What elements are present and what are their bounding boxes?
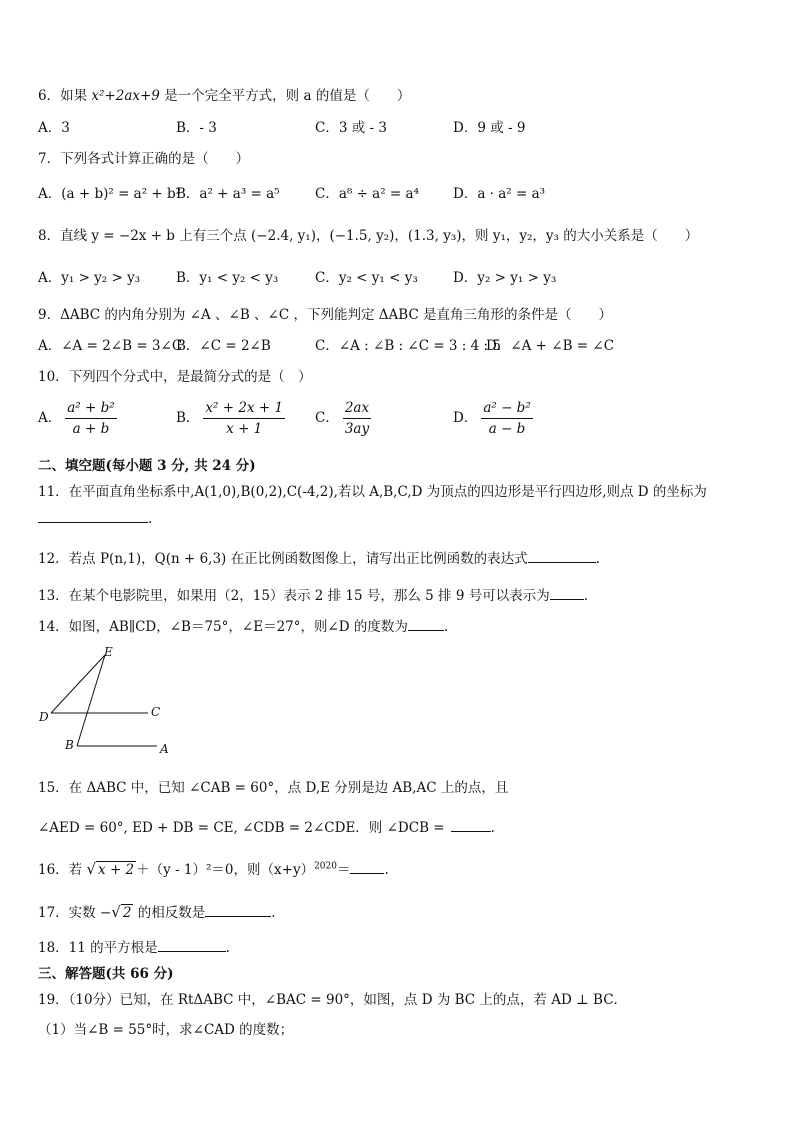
q10-option-d-label: D． <box>453 410 478 426</box>
q18-answer-blank[interactable] <box>158 939 226 952</box>
label-E: E <box>104 645 113 659</box>
q10-option-b-fraction <box>203 400 285 437</box>
q16-radicand: x + 2 <box>98 862 135 878</box>
q14-tail: . <box>443 619 449 635</box>
q10-option-d <box>453 400 533 437</box>
q17-radicand: 2 <box>122 905 132 921</box>
q11-answer-line <box>38 510 152 527</box>
q10-option-a-fraction <box>65 400 116 437</box>
q19-sub-1: （1）当∠B = 55°时，求∠CAD 的度数； <box>38 1022 294 1038</box>
q8-option-d: D．y₂ > y₁ > y₃ <box>453 270 557 286</box>
q18-tail: . <box>225 940 230 956</box>
radical-sign-icon: √ <box>86 860 97 878</box>
q8-option-c: C．y₂ < y₁ < y₃ <box>315 270 418 286</box>
section-3-title: 三、解答题(共 66 分) <box>38 966 174 982</box>
q13-stem: 13．在某个电影院里，如果用（2，15）表示 2 排 15 号，那么 5 排 9 号可以表示为 <box>38 588 550 604</box>
q15-tail: . <box>490 820 495 836</box>
q9-stem: 9．ΔABC 的内角分别为 ∠A 、∠B 、∠C ，下列能判定 ΔABC 是直角三角形的条件是（ ） <box>38 307 613 323</box>
q10-option-c <box>315 400 371 437</box>
q8-stem: 8．直线 y = −2x + b 上有三个点 (−2.4, y₁)，(−1.5, y₂)，(1.3, y₃)，则 y₁，y₂，y₃ 的大小关系是（ ） <box>38 228 699 244</box>
q14-geometry-figure <box>36 640 186 760</box>
q6-option-a: A．3 <box>38 120 70 136</box>
q16-middle: ＋（y - 1）²＝0，则（x+y） <box>136 862 315 878</box>
q10-option-c-fraction <box>343 400 371 437</box>
q16-equals: ＝ <box>336 862 351 878</box>
q17-stem-line <box>38 901 276 921</box>
q9-option-a: A．∠A = 2∠B = 3∠C <box>38 338 183 354</box>
q10-option-b <box>176 400 285 437</box>
q11-stem: 11．在平面直角坐标系中,A(1,0),B(0,2),C(-4,2),若以 A,B,C,D 为顶点的四边形是平行四边形,则点 D 的坐标为 <box>38 484 707 500</box>
label-C: C <box>151 705 161 719</box>
q10-option-a <box>38 400 117 437</box>
q11-tail: . <box>148 511 153 527</box>
q6-option-d: D．9 或 - 9 <box>453 120 526 136</box>
q18-stem: 18．11 的平方根是 <box>38 940 158 956</box>
q9-option-d: D．∠A + ∠B = ∠C <box>486 338 615 354</box>
q7-option-c: C．a⁸ ÷ a² = a⁴ <box>315 186 419 202</box>
q19-stem: 19．（10分）已知，在 RtΔABC 中，∠BAC = 90°，如图，点 D 为 BC 上的点，若 AD ⊥ BC． <box>38 992 628 1008</box>
q16-prefix: 16．若 <box>38 862 87 878</box>
q6-stem <box>38 84 410 104</box>
q10-option-b-denominator: x + 1 <box>226 421 263 437</box>
q6-suffix: 是一个完全平方式，则 a 的值是（ ） <box>159 88 411 104</box>
q16-tail: . <box>384 862 389 878</box>
q10-stem: 10．下列四个分式中，是最简分式的是（ ） <box>38 369 312 385</box>
q10-option-d-fraction <box>481 400 532 437</box>
q7-stem: 7．下列各式计算正确的是（ ） <box>38 151 250 167</box>
q9-option-c: C．∠A : ∠B : ∠C = 3 : 4 : 5 <box>315 338 501 354</box>
q10-option-d-denominator: a − b <box>488 421 526 437</box>
q16-stem-line <box>38 858 389 878</box>
q10-option-a-numerator: a² + b² <box>65 400 116 419</box>
section-2-title: 二、填空题(每小题 3 分, 共 24 分) <box>38 458 256 474</box>
q17-answer-blank[interactable] <box>205 904 271 917</box>
q14-stem: 14．如图，AB∥CD，∠B＝75°，∠E＝27°，则∠D 的度数为 <box>38 619 408 635</box>
label-A: A <box>160 742 169 756</box>
q14-stem-line <box>38 615 448 635</box>
q8-option-a: A．y₁ > y₂ > y₃ <box>38 270 141 286</box>
q6-option-b: B．- 3 <box>176 120 217 136</box>
q10-option-a-denominator: a + b <box>72 421 110 437</box>
q16-exponent: 2020 <box>314 861 337 872</box>
q12-answer-blank[interactable] <box>528 550 596 563</box>
radical-sign-icon: √ <box>111 903 121 921</box>
q15-line-1: 15．在 ΔABC 中，已知 ∠CAB = 60°，点 D,E 分别是边 AB,AC 上的点，且 <box>38 780 509 796</box>
q7-option-a: A．(a + b)² = a² + b² <box>38 186 182 202</box>
q17-suffix: 的相反数是 <box>133 905 206 921</box>
q13-tail: . <box>583 588 589 604</box>
q10-option-c-numerator: 2ax <box>343 400 371 419</box>
q17-tail: . <box>271 905 276 921</box>
q10-option-d-numerator: a² − b² <box>481 400 532 419</box>
q10-option-c-label: C． <box>315 410 339 426</box>
q13-answer-blank[interactable] <box>550 587 584 600</box>
q12-stem-line <box>38 547 600 567</box>
q17-prefix: 17．实数 − <box>38 905 112 921</box>
q7-option-d: D．a · a² = a³ <box>453 186 546 202</box>
q8-option-b: B．y₁ < y₂ < y₃ <box>176 270 279 286</box>
q9-option-b: B．∠C = 2∠B <box>176 338 271 354</box>
q12-stem: 12．若点 P(n,1)，Q(n + 6,3) 在正比例函数图像上，请写出正比例函数的表达式 <box>38 551 528 567</box>
label-B: B <box>65 738 74 752</box>
q11-answer-blank[interactable] <box>38 510 148 523</box>
q6-option-c: C．3 或 - 3 <box>315 120 387 136</box>
q15-condition: ∠AED = 60°, ED + DB = CE, ∠CDB = 2∠CDE．则 ∠DCB = <box>38 820 445 836</box>
q12-tail: . <box>595 551 600 567</box>
q10-option-b-numerator: x² + 2x + 1 <box>203 400 285 419</box>
q6-expression: x²+2ax+9 <box>91 88 160 104</box>
q10-option-c-denominator: 3ay <box>344 421 370 437</box>
q10-option-a-label: A． <box>38 410 62 426</box>
q16-answer-blank[interactable] <box>350 861 384 874</box>
q10-option-b-label: B． <box>176 410 200 426</box>
q15-line-2 <box>38 816 495 836</box>
segment-EB <box>77 655 105 746</box>
label-D: D <box>39 710 49 724</box>
q7-option-b: B．a² + a³ = a⁵ <box>176 186 280 202</box>
q14-answer-blank[interactable] <box>408 618 444 631</box>
q15-answer-blank[interactable] <box>451 819 491 832</box>
q13-stem-line <box>38 584 588 604</box>
segment-ED <box>51 655 105 713</box>
q18-stem-line <box>38 936 230 956</box>
q6-prefix: 6．如果 <box>38 88 92 104</box>
